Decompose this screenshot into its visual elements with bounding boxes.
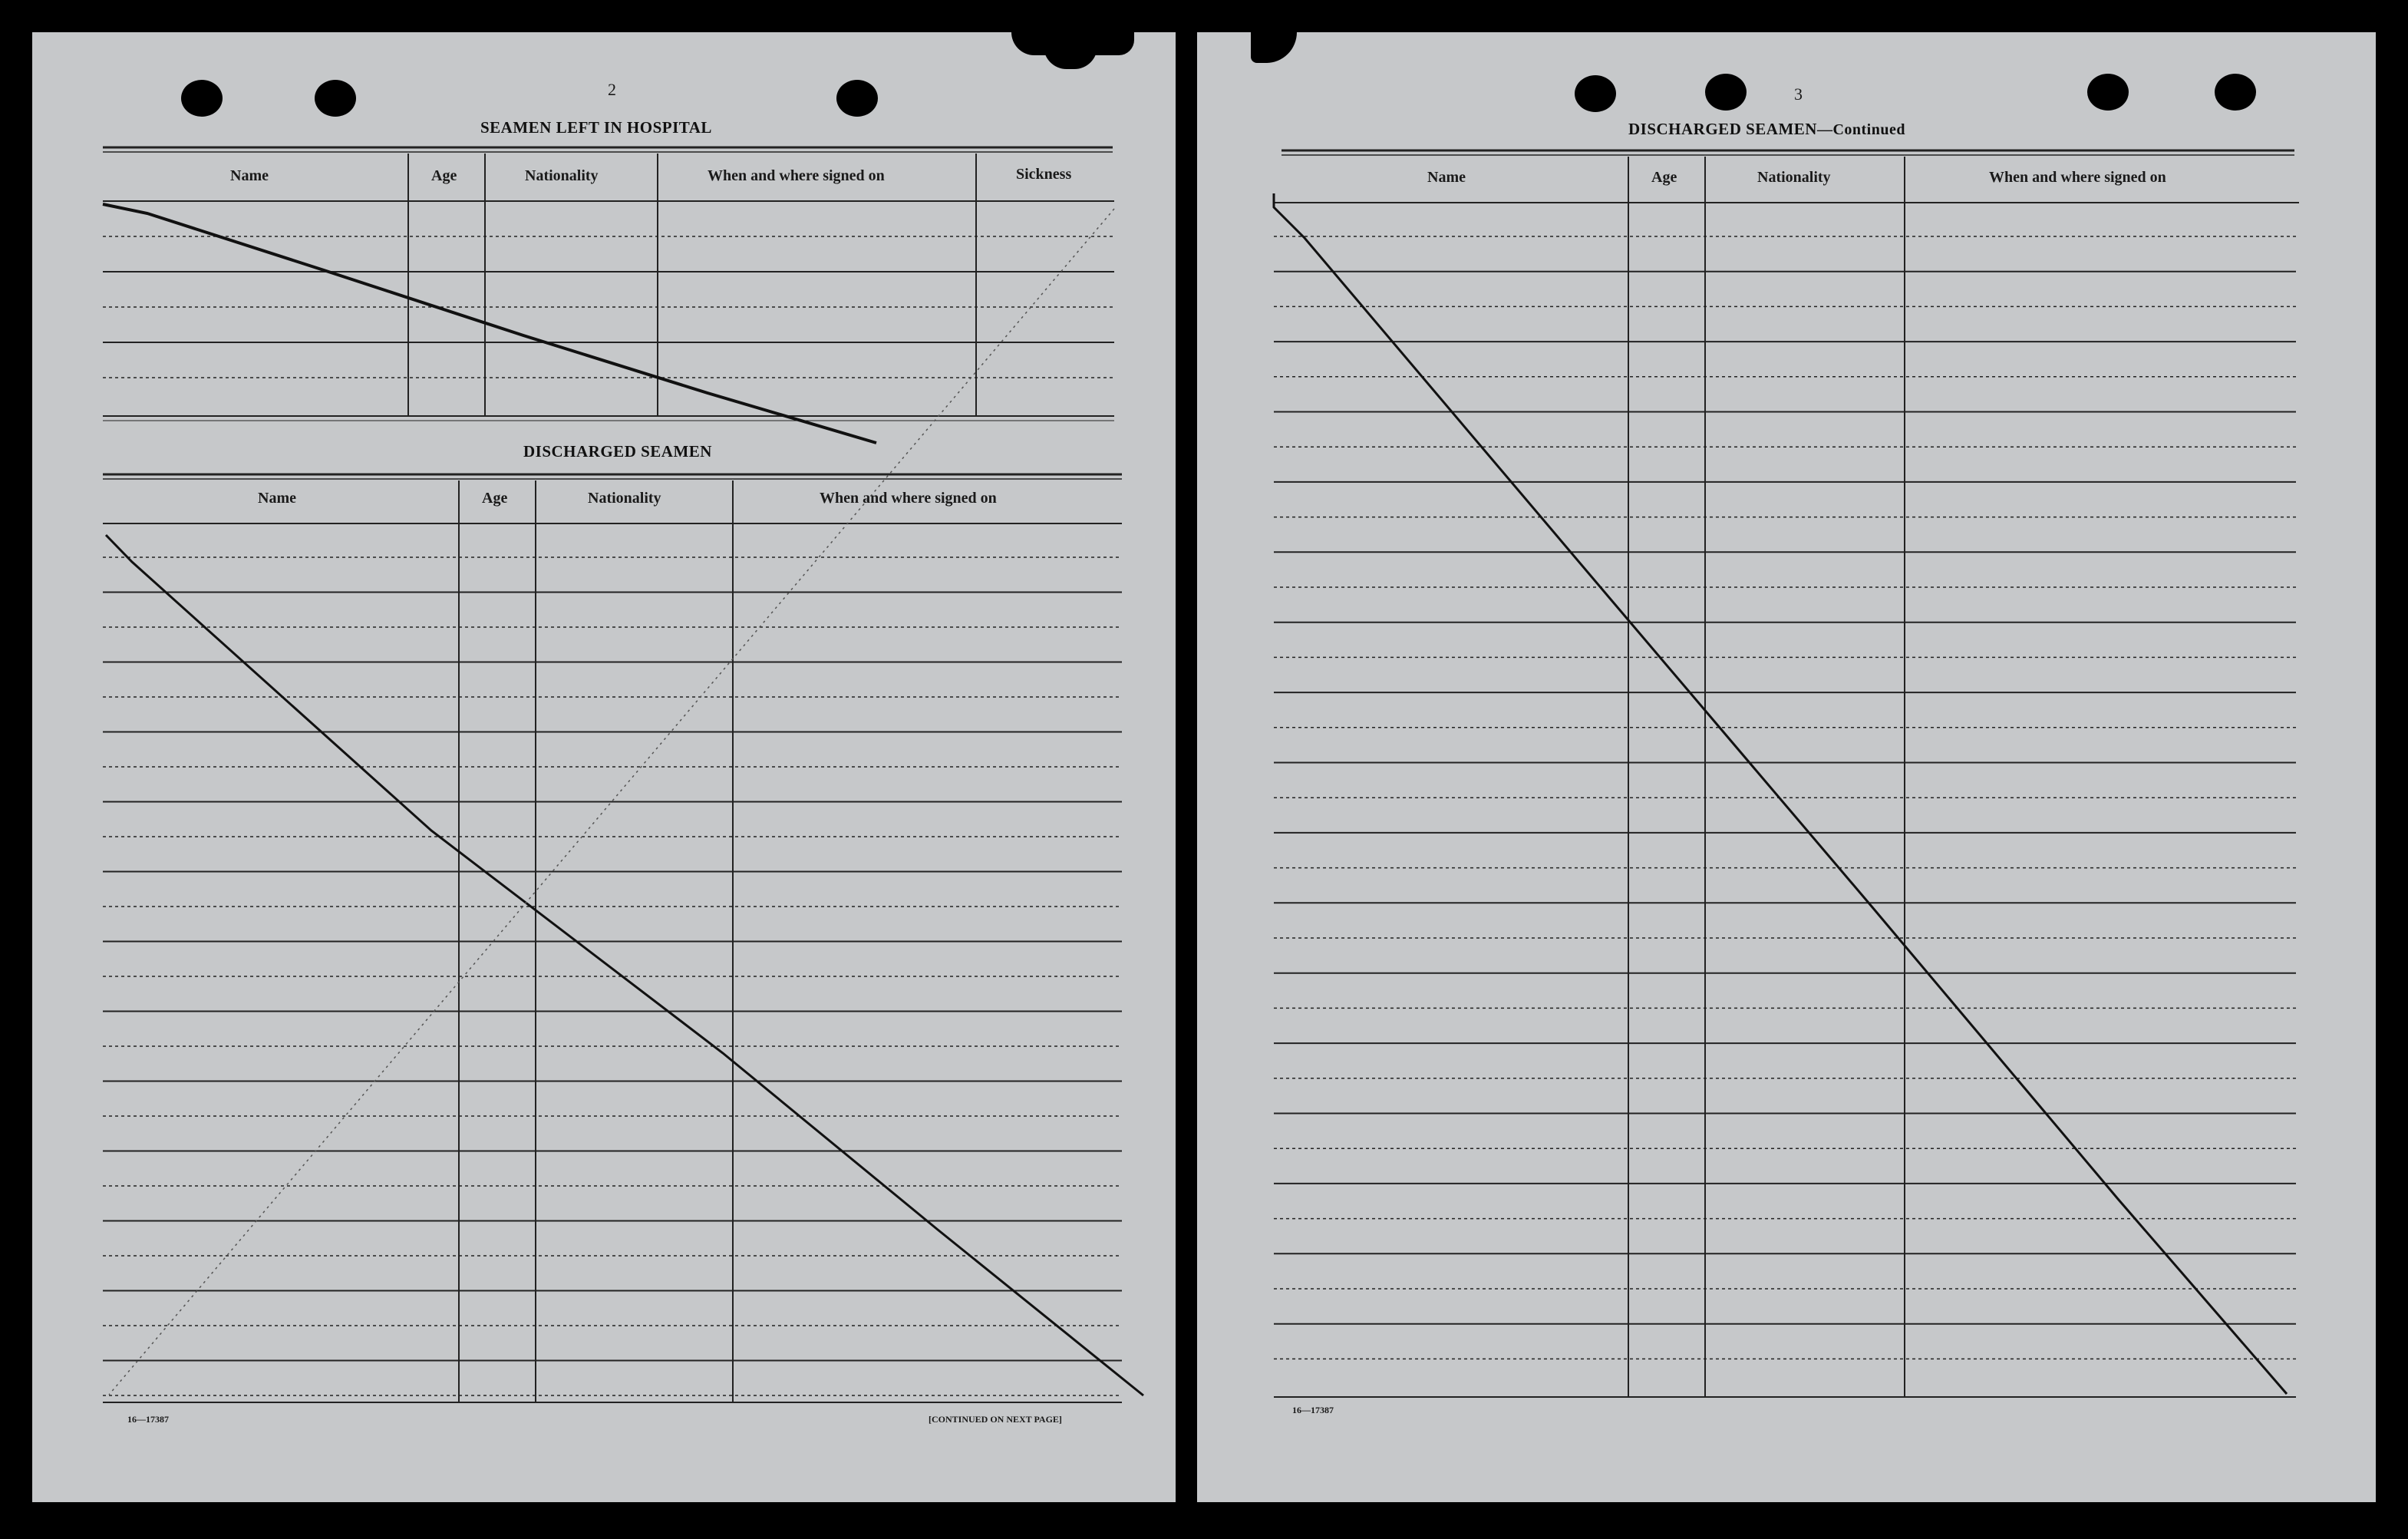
- column-header-name: Name: [258, 490, 296, 507]
- page-number: 3: [1794, 84, 1803, 104]
- form-number: 16—17387: [1292, 1405, 1334, 1415]
- column-header-name: Name: [1427, 169, 1466, 186]
- punch-hole: [1575, 75, 1616, 112]
- section-title-main: DISCHARGED SEAMEN: [1628, 120, 1817, 138]
- punch-hole: [2087, 74, 2129, 111]
- column-header-age: Age: [431, 167, 457, 184]
- column-header-nationality: Nationality: [588, 490, 661, 507]
- right-page: [1197, 32, 2376, 1502]
- hospital-section-title: SEAMEN LEFT IN HOSPITAL: [480, 118, 712, 137]
- column-header-sickness: Sickness: [1016, 166, 1072, 183]
- column-header-name: Name: [230, 167, 269, 184]
- column-header-age: Age: [1651, 169, 1677, 186]
- page-number: 2: [608, 80, 616, 99]
- column-header-nationality: Nationality: [525, 167, 599, 184]
- discharged-section-title: DISCHARGED SEAMEN: [523, 442, 712, 461]
- column-header-signed-on: When and where signed on: [708, 167, 885, 184]
- right-page-ruling: [1197, 32, 2376, 1502]
- column-header-signed-on: When and where signed on: [1989, 169, 2166, 186]
- punch-hole: [315, 80, 356, 117]
- left-page-ruling: [32, 32, 1176, 1502]
- punch-hole: [836, 80, 878, 117]
- form-number: 16—17387: [127, 1414, 169, 1425]
- left-page: [32, 32, 1176, 1502]
- column-header-nationality: Nationality: [1757, 169, 1831, 186]
- punch-hole: [181, 80, 223, 117]
- continued-note: [CONTINUED ON NEXT PAGE]: [929, 1414, 1062, 1425]
- punch-hole: [2215, 74, 2256, 111]
- discharged-continued-title: [1628, 120, 1905, 139]
- column-header-age: Age: [482, 490, 508, 507]
- section-title-suffix: —Continued: [1816, 121, 1905, 138]
- column-header-signed-on: When and where signed on: [820, 490, 997, 507]
- punch-hole: [1705, 74, 1747, 111]
